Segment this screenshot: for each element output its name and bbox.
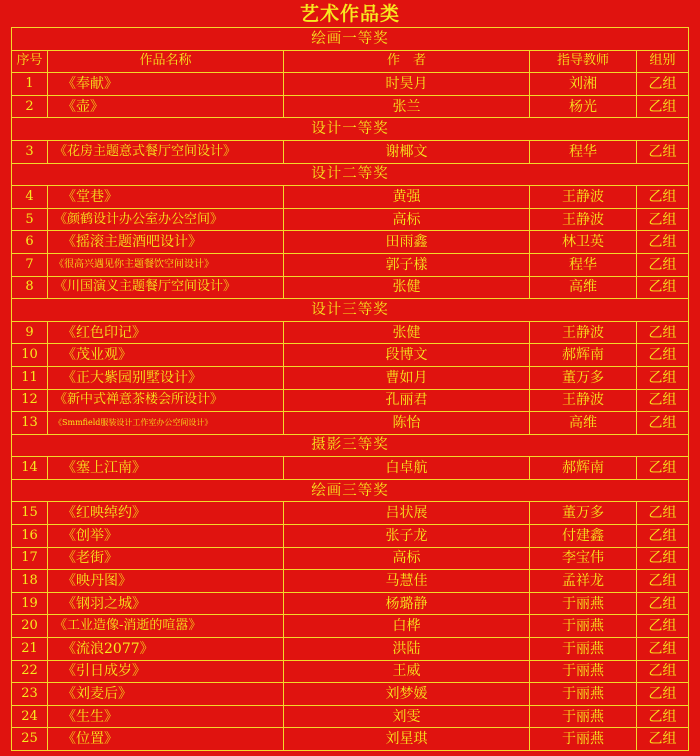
cell-teacher: 程华 — [530, 253, 637, 276]
cell-group: 乙组 — [637, 231, 689, 254]
cell-teacher: 郝辉南 — [530, 344, 637, 367]
table-row — [12, 366, 689, 389]
cell-work: 《花房主题意式餐厅空间设计》 — [48, 140, 284, 163]
section-title: 设计三等奖 — [12, 299, 689, 322]
cell-num: 10 — [12, 344, 48, 367]
table-row — [12, 547, 689, 570]
cell-work: 《颜鹤设计办公室办公空间》 — [48, 208, 284, 231]
section-row — [12, 118, 689, 141]
cell-author: 张健 — [284, 276, 530, 299]
cell-group: 乙组 — [637, 73, 689, 96]
cell-num: 25 — [12, 728, 48, 751]
table-row — [12, 728, 689, 751]
cell-num: 5 — [12, 208, 48, 231]
cell-group: 乙组 — [637, 660, 689, 683]
cell-group: 乙组 — [637, 457, 689, 480]
cell-work: 《Smmfield服装设计工作室办公空间设计》 — [48, 412, 284, 435]
cell-author: 陈怡 — [284, 412, 530, 435]
cell-teacher: 王静波 — [530, 389, 637, 412]
cell-work: 《创举》 — [48, 525, 284, 548]
cell-work: 《老街》 — [48, 547, 284, 570]
cell-num: 23 — [12, 683, 48, 706]
cell-author: 高标 — [284, 208, 530, 231]
section-title: 绘画一等奖 — [12, 28, 689, 51]
cell-group: 乙组 — [637, 140, 689, 163]
cell-teacher: 王静波 — [530, 208, 637, 231]
awards-table-body — [12, 28, 689, 751]
cell-author: 张健 — [284, 321, 530, 344]
cell-teacher: 王静波 — [530, 321, 637, 344]
cell-author: 时昊月 — [284, 73, 530, 96]
cell-teacher: 于丽燕 — [530, 660, 637, 683]
table-row — [12, 570, 689, 593]
table-row — [12, 615, 689, 638]
cell-teacher: 孟祥龙 — [530, 570, 637, 593]
cell-work: 《映丹图》 — [48, 570, 284, 593]
section-row — [12, 163, 689, 186]
table-row — [12, 683, 689, 706]
cell-group: 乙组 — [637, 638, 689, 661]
table-row — [12, 344, 689, 367]
cell-group: 乙组 — [637, 344, 689, 367]
cell-group: 乙组 — [637, 186, 689, 209]
cell-work: 《塞上江南》 — [48, 457, 284, 480]
cell-work: 《壶》 — [48, 95, 284, 118]
cell-work: 《刘麦后》 — [48, 683, 284, 706]
cell-teacher: 刘湘 — [530, 73, 637, 96]
cell-group: 乙组 — [637, 683, 689, 706]
table-row — [12, 140, 689, 163]
cell-work: 《茂业观》 — [48, 344, 284, 367]
cell-author: 王威 — [284, 660, 530, 683]
cell-author: 白桦 — [284, 615, 530, 638]
table-row — [12, 276, 689, 299]
page-title: 艺术作品类 — [299, 3, 400, 25]
cell-group: 乙组 — [637, 525, 689, 548]
cell-group: 乙组 — [637, 389, 689, 412]
cell-group: 乙组 — [637, 592, 689, 615]
cell-author: 刘星琪 — [284, 728, 530, 751]
cell-teacher: 董万多 — [530, 366, 637, 389]
cell-author: 洪陆 — [284, 638, 530, 661]
cell-work: 《摇滚主题酒吧设计》 — [48, 231, 284, 254]
cell-author: 马慧佳 — [284, 570, 530, 593]
table-row — [12, 73, 689, 96]
cell-author: 刘雯 — [284, 705, 530, 728]
section-title: 设计一等奖 — [12, 118, 689, 141]
cell-teacher: 高维 — [530, 412, 637, 435]
cell-work: 《正大紫园别墅设计》 — [48, 366, 284, 389]
cell-num: 11 — [12, 366, 48, 389]
cell-teacher: 杨光 — [530, 95, 637, 118]
cell-group: 乙组 — [637, 615, 689, 638]
cell-teacher: 高维 — [530, 276, 637, 299]
cell-work: 《流浪2077》 — [48, 638, 284, 661]
table-row — [12, 208, 689, 231]
table-row — [12, 705, 689, 728]
cell-group: 乙组 — [637, 95, 689, 118]
column-header-teacher: 指导教师 — [530, 50, 637, 73]
cell-work: 《川国演义主题餐厅空间设计》 — [48, 276, 284, 299]
cell-author: 高标 — [284, 547, 530, 570]
cell-work: 《工业造像-消逝的喧嚣》 — [48, 615, 284, 638]
cell-num: 2 — [12, 95, 48, 118]
cell-work: 《很高兴遇见你主题餐饮空间设计》 — [48, 253, 284, 276]
cell-work: 《奉献》 — [48, 73, 284, 96]
cell-work: 《钢羽之城》 — [48, 592, 284, 615]
cell-teacher: 董万多 — [530, 502, 637, 525]
cell-group: 乙组 — [637, 570, 689, 593]
cell-author: 吕状展 — [284, 502, 530, 525]
cell-group: 乙组 — [637, 321, 689, 344]
cell-num: 13 — [12, 412, 48, 435]
section-row — [12, 479, 689, 502]
cell-num: 3 — [12, 140, 48, 163]
cell-group: 乙组 — [637, 728, 689, 751]
cell-work: 《红色印记》 — [48, 321, 284, 344]
cell-author: 郭子樣 — [284, 253, 530, 276]
table-row — [12, 525, 689, 548]
column-header-author: 作 者 — [284, 50, 530, 73]
cell-num: 22 — [12, 660, 48, 683]
cell-author: 孔丽君 — [284, 389, 530, 412]
cell-group: 乙组 — [637, 276, 689, 299]
cell-work: 《堂巷》 — [48, 186, 284, 209]
table-row — [12, 321, 689, 344]
cell-num: 20 — [12, 615, 48, 638]
cell-group: 乙组 — [637, 366, 689, 389]
table-row — [12, 186, 689, 209]
cell-teacher: 程华 — [530, 140, 637, 163]
table-row — [12, 389, 689, 412]
cell-num: 12 — [12, 389, 48, 412]
cell-num: 15 — [12, 502, 48, 525]
section-title: 设计二等奖 — [12, 163, 689, 186]
section-row — [12, 434, 689, 457]
cell-num: 8 — [12, 276, 48, 299]
cell-group: 乙组 — [637, 547, 689, 570]
cell-num: 16 — [12, 525, 48, 548]
cell-work: 《位置》 — [48, 728, 284, 751]
cell-author: 谢椰文 — [284, 140, 530, 163]
cell-teacher: 于丽燕 — [530, 615, 637, 638]
cell-num: 19 — [12, 592, 48, 615]
cell-num: 7 — [12, 253, 48, 276]
cell-teacher: 郝辉南 — [530, 457, 637, 480]
cell-work: 《生生》 — [48, 705, 284, 728]
table-row — [12, 457, 689, 480]
cell-group: 乙组 — [637, 502, 689, 525]
cell-author: 杨璐静 — [284, 592, 530, 615]
cell-num: 21 — [12, 638, 48, 661]
cell-author: 黄强 — [284, 186, 530, 209]
table-row — [12, 95, 689, 118]
section-title: 摄影三等奖 — [12, 434, 689, 457]
cell-author: 张兰 — [284, 95, 530, 118]
cell-teacher: 林卫英 — [530, 231, 637, 254]
cell-group: 乙组 — [637, 253, 689, 276]
cell-teacher: 于丽燕 — [530, 705, 637, 728]
cell-work: 《红映绰约》 — [48, 502, 284, 525]
section-row — [12, 299, 689, 322]
column-header-group: 组别 — [637, 50, 689, 73]
awards-table — [11, 27, 689, 751]
cell-num: 9 — [12, 321, 48, 344]
header-row — [12, 50, 689, 73]
cell-num: 17 — [12, 547, 48, 570]
cell-author: 田雨鑫 — [284, 231, 530, 254]
cell-num: 4 — [12, 186, 48, 209]
cell-num: 24 — [12, 705, 48, 728]
cell-teacher: 于丽燕 — [530, 592, 637, 615]
cell-author: 刘梦媛 — [284, 683, 530, 706]
cell-work: 《引日成岁》 — [48, 660, 284, 683]
cell-group: 乙组 — [637, 208, 689, 231]
cell-teacher: 付建鑫 — [530, 525, 637, 548]
cell-num: 1 — [12, 73, 48, 96]
table-row — [12, 412, 689, 435]
cell-teacher: 于丽燕 — [530, 683, 637, 706]
cell-author: 曹如月 — [284, 366, 530, 389]
cell-work: 《新中式禅意茶楼会所设计》 — [48, 389, 284, 412]
cell-teacher: 于丽燕 — [530, 728, 637, 751]
cell-group: 乙组 — [637, 412, 689, 435]
table-row — [12, 592, 689, 615]
table-row — [12, 660, 689, 683]
cell-teacher: 王静波 — [530, 186, 637, 209]
cell-group: 乙组 — [637, 705, 689, 728]
cell-teacher: 于丽燕 — [530, 638, 637, 661]
cell-num: 18 — [12, 570, 48, 593]
column-header-work: 作品名称 — [48, 50, 284, 73]
cell-author: 白卓航 — [284, 457, 530, 480]
cell-num: 6 — [12, 231, 48, 254]
section-row — [12, 28, 689, 51]
table-row — [12, 638, 689, 661]
cell-author: 张子龙 — [284, 525, 530, 548]
column-header-num: 序号 — [12, 50, 48, 73]
table-row — [12, 502, 689, 525]
cell-num: 14 — [12, 457, 48, 480]
table-row — [12, 231, 689, 254]
section-title: 绘画三等奖 — [12, 479, 689, 502]
cell-teacher: 李宝伟 — [530, 547, 637, 570]
table-row — [12, 253, 689, 276]
cell-author: 段博文 — [284, 344, 530, 367]
